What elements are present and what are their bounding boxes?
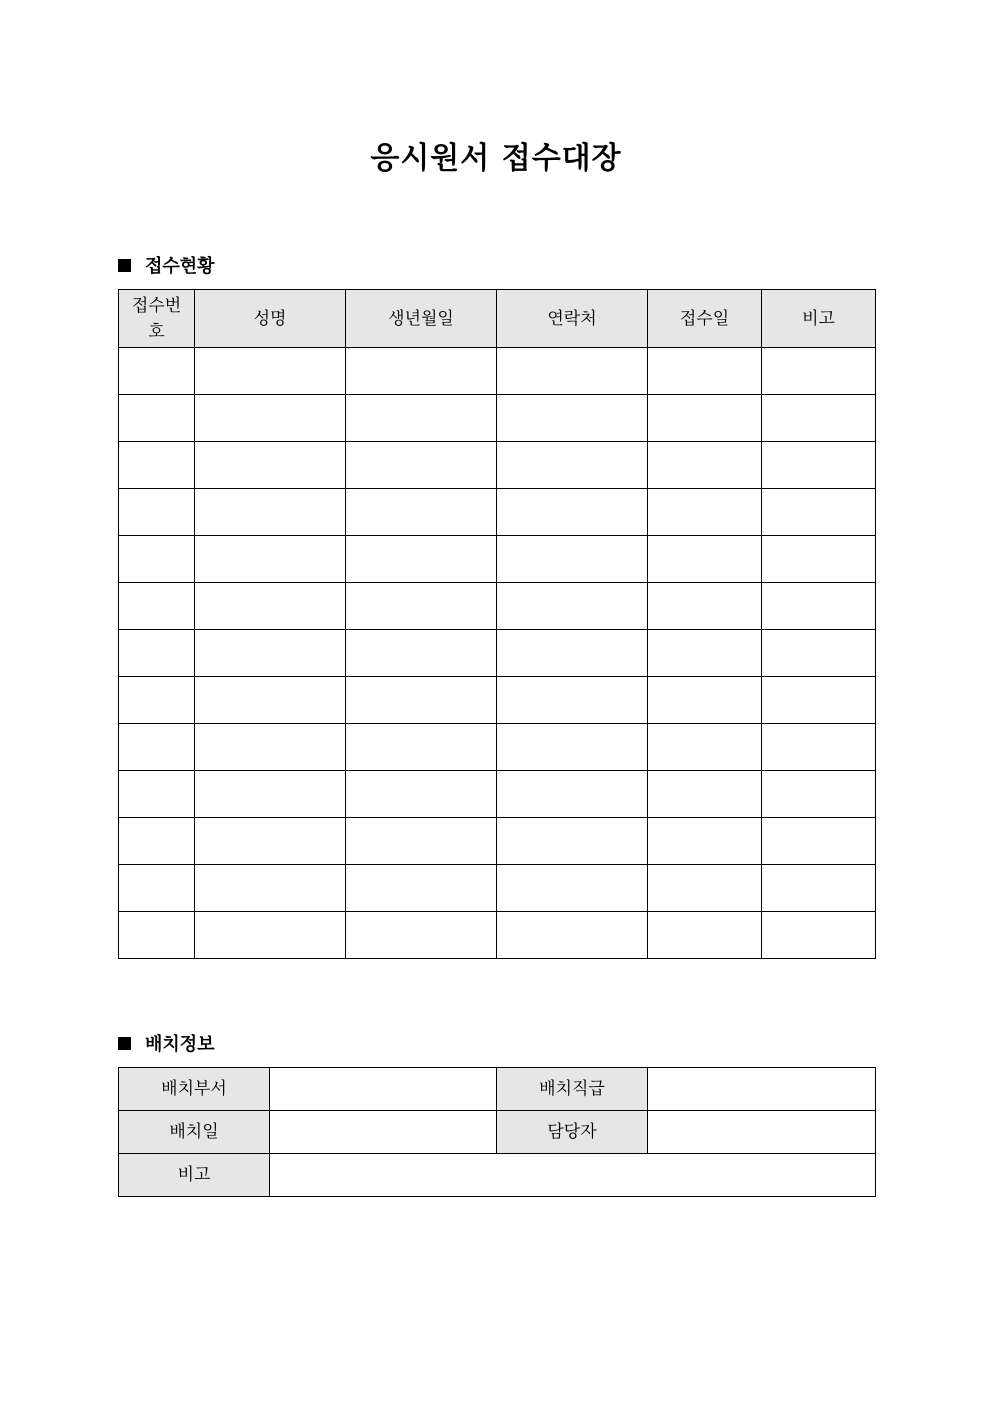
contact-cell[interactable]: [497, 630, 648, 677]
receipt-date-cell[interactable]: [648, 818, 762, 865]
table-row: [119, 771, 876, 818]
remarks-cell[interactable]: [762, 583, 876, 630]
note-label: 비고: [119, 1154, 270, 1197]
receipt-date-cell[interactable]: [648, 489, 762, 536]
birthdate-cell[interactable]: [346, 912, 497, 959]
receipt-table-header-row: [119, 290, 876, 348]
contact-cell[interactable]: [497, 489, 648, 536]
birthdate-cell[interactable]: [346, 489, 497, 536]
contact-cell[interactable]: [497, 724, 648, 771]
table-row: [119, 630, 876, 677]
name-cell[interactable]: [195, 630, 346, 677]
receipt-number-cell[interactable]: [119, 818, 195, 865]
square-bullet-icon: [118, 259, 131, 272]
birthdate-cell[interactable]: [346, 630, 497, 677]
contact-cell[interactable]: [497, 912, 648, 959]
receipt-number-cell[interactable]: [119, 442, 195, 489]
receipt-date-cell[interactable]: [648, 865, 762, 912]
page-title: 응시원서 접수대장: [370, 141, 622, 176]
receipt-section-heading: [118, 252, 215, 278]
square-bullet-icon: [118, 1037, 131, 1050]
remarks-cell[interactable]: [762, 771, 876, 818]
contact-cell[interactable]: [497, 818, 648, 865]
receipt-number-cell[interactable]: [119, 912, 195, 959]
receipt-number-cell[interactable]: [119, 724, 195, 771]
table-row: [119, 912, 876, 959]
remarks-cell[interactable]: [762, 395, 876, 442]
receipt-number-cell[interactable]: [119, 630, 195, 677]
receipt-number-cell[interactable]: [119, 348, 195, 395]
assign-section-heading: [118, 1030, 215, 1056]
name-cell[interactable]: [195, 865, 346, 912]
receipt-date-cell[interactable]: [648, 348, 762, 395]
receipt-date-cell[interactable]: [648, 536, 762, 583]
receipt-number-cell[interactable]: [119, 771, 195, 818]
contact-cell[interactable]: [497, 536, 648, 583]
receipt-date-cell[interactable]: [648, 583, 762, 630]
receipt-number-cell[interactable]: [119, 865, 195, 912]
column-header-receipt-number: 접수번호: [119, 290, 195, 348]
birthdate-cell[interactable]: [346, 865, 497, 912]
receipt-number-cell[interactable]: [119, 583, 195, 630]
receipt-table: [118, 289, 876, 959]
table-row: [119, 677, 876, 724]
remarks-cell[interactable]: [762, 348, 876, 395]
name-cell[interactable]: [195, 489, 346, 536]
birthdate-cell[interactable]: [346, 442, 497, 489]
remarks-cell[interactable]: [762, 630, 876, 677]
dept-label: 배치부서: [119, 1068, 270, 1111]
assign-row-dept: [119, 1068, 876, 1111]
receipt-section-heading-text: 접수현황: [145, 256, 215, 277]
receipt-date-cell[interactable]: [648, 442, 762, 489]
name-cell[interactable]: [195, 724, 346, 771]
manager-value-field[interactable]: [648, 1111, 876, 1154]
manager-label: 담당자: [497, 1111, 648, 1154]
table-row: [119, 724, 876, 771]
column-header-birthdate: 생년월일: [346, 290, 497, 348]
column-header-receipt-date: 접수일: [648, 290, 762, 348]
dept-value-field[interactable]: [270, 1068, 497, 1111]
remarks-cell[interactable]: [762, 818, 876, 865]
note-value-field[interactable]: [270, 1154, 876, 1197]
receipt-number-cell[interactable]: [119, 489, 195, 536]
table-row: [119, 489, 876, 536]
birthdate-cell[interactable]: [346, 771, 497, 818]
contact-cell[interactable]: [497, 677, 648, 724]
table-row: [119, 865, 876, 912]
table-row: [119, 818, 876, 865]
remarks-cell[interactable]: [762, 677, 876, 724]
contact-cell[interactable]: [497, 395, 648, 442]
birthdate-cell[interactable]: [346, 536, 497, 583]
receipt-number-cell[interactable]: [119, 677, 195, 724]
receipt-date-cell[interactable]: [648, 724, 762, 771]
remarks-cell[interactable]: [762, 489, 876, 536]
assign-row-note: [119, 1154, 876, 1197]
assign-row-date: [119, 1111, 876, 1154]
name-cell[interactable]: [195, 348, 346, 395]
remarks-cell[interactable]: [762, 442, 876, 489]
contact-cell[interactable]: [497, 865, 648, 912]
contact-cell[interactable]: [497, 771, 648, 818]
receipt-date-cell[interactable]: [648, 677, 762, 724]
receipt-date-cell[interactable]: [648, 630, 762, 677]
birthdate-cell[interactable]: [346, 348, 497, 395]
assign-table: [118, 1067, 876, 1197]
position-label: 배치직급: [497, 1068, 648, 1111]
table-row: [119, 442, 876, 489]
name-cell[interactable]: [195, 395, 346, 442]
contact-cell[interactable]: [497, 583, 648, 630]
position-value-field[interactable]: [648, 1068, 876, 1111]
birthdate-cell[interactable]: [346, 818, 497, 865]
date-value-field[interactable]: [270, 1111, 497, 1154]
contact-cell[interactable]: [497, 348, 648, 395]
remarks-cell[interactable]: [762, 536, 876, 583]
receipt-number-cell[interactable]: [119, 536, 195, 583]
remarks-cell[interactable]: [762, 865, 876, 912]
date-label: 배치일: [119, 1111, 270, 1154]
birthdate-cell[interactable]: [346, 583, 497, 630]
name-cell[interactable]: [195, 536, 346, 583]
name-cell[interactable]: [195, 442, 346, 489]
name-cell[interactable]: [195, 912, 346, 959]
table-row: [119, 348, 876, 395]
column-header-remarks: 비고: [762, 290, 876, 348]
name-cell[interactable]: [195, 677, 346, 724]
table-row: [119, 583, 876, 630]
table-row: [119, 536, 876, 583]
column-header-name: 성명: [195, 290, 346, 348]
name-cell[interactable]: [195, 818, 346, 865]
receipt-date-cell[interactable]: [648, 912, 762, 959]
contact-cell[interactable]: [497, 442, 648, 489]
birthdate-cell[interactable]: [346, 395, 497, 442]
table-row: [119, 395, 876, 442]
birthdate-cell[interactable]: [346, 724, 497, 771]
column-header-contact: 연락처: [497, 290, 648, 348]
assign-section-heading-text: 배치정보: [145, 1034, 215, 1055]
remarks-cell[interactable]: [762, 724, 876, 771]
receipt-date-cell[interactable]: [648, 771, 762, 818]
receipt-date-cell[interactable]: [648, 395, 762, 442]
name-cell[interactable]: [195, 583, 346, 630]
remarks-cell[interactable]: [762, 912, 876, 959]
birthdate-cell[interactable]: [346, 677, 497, 724]
receipt-number-cell[interactable]: [119, 395, 195, 442]
name-cell[interactable]: [195, 771, 346, 818]
